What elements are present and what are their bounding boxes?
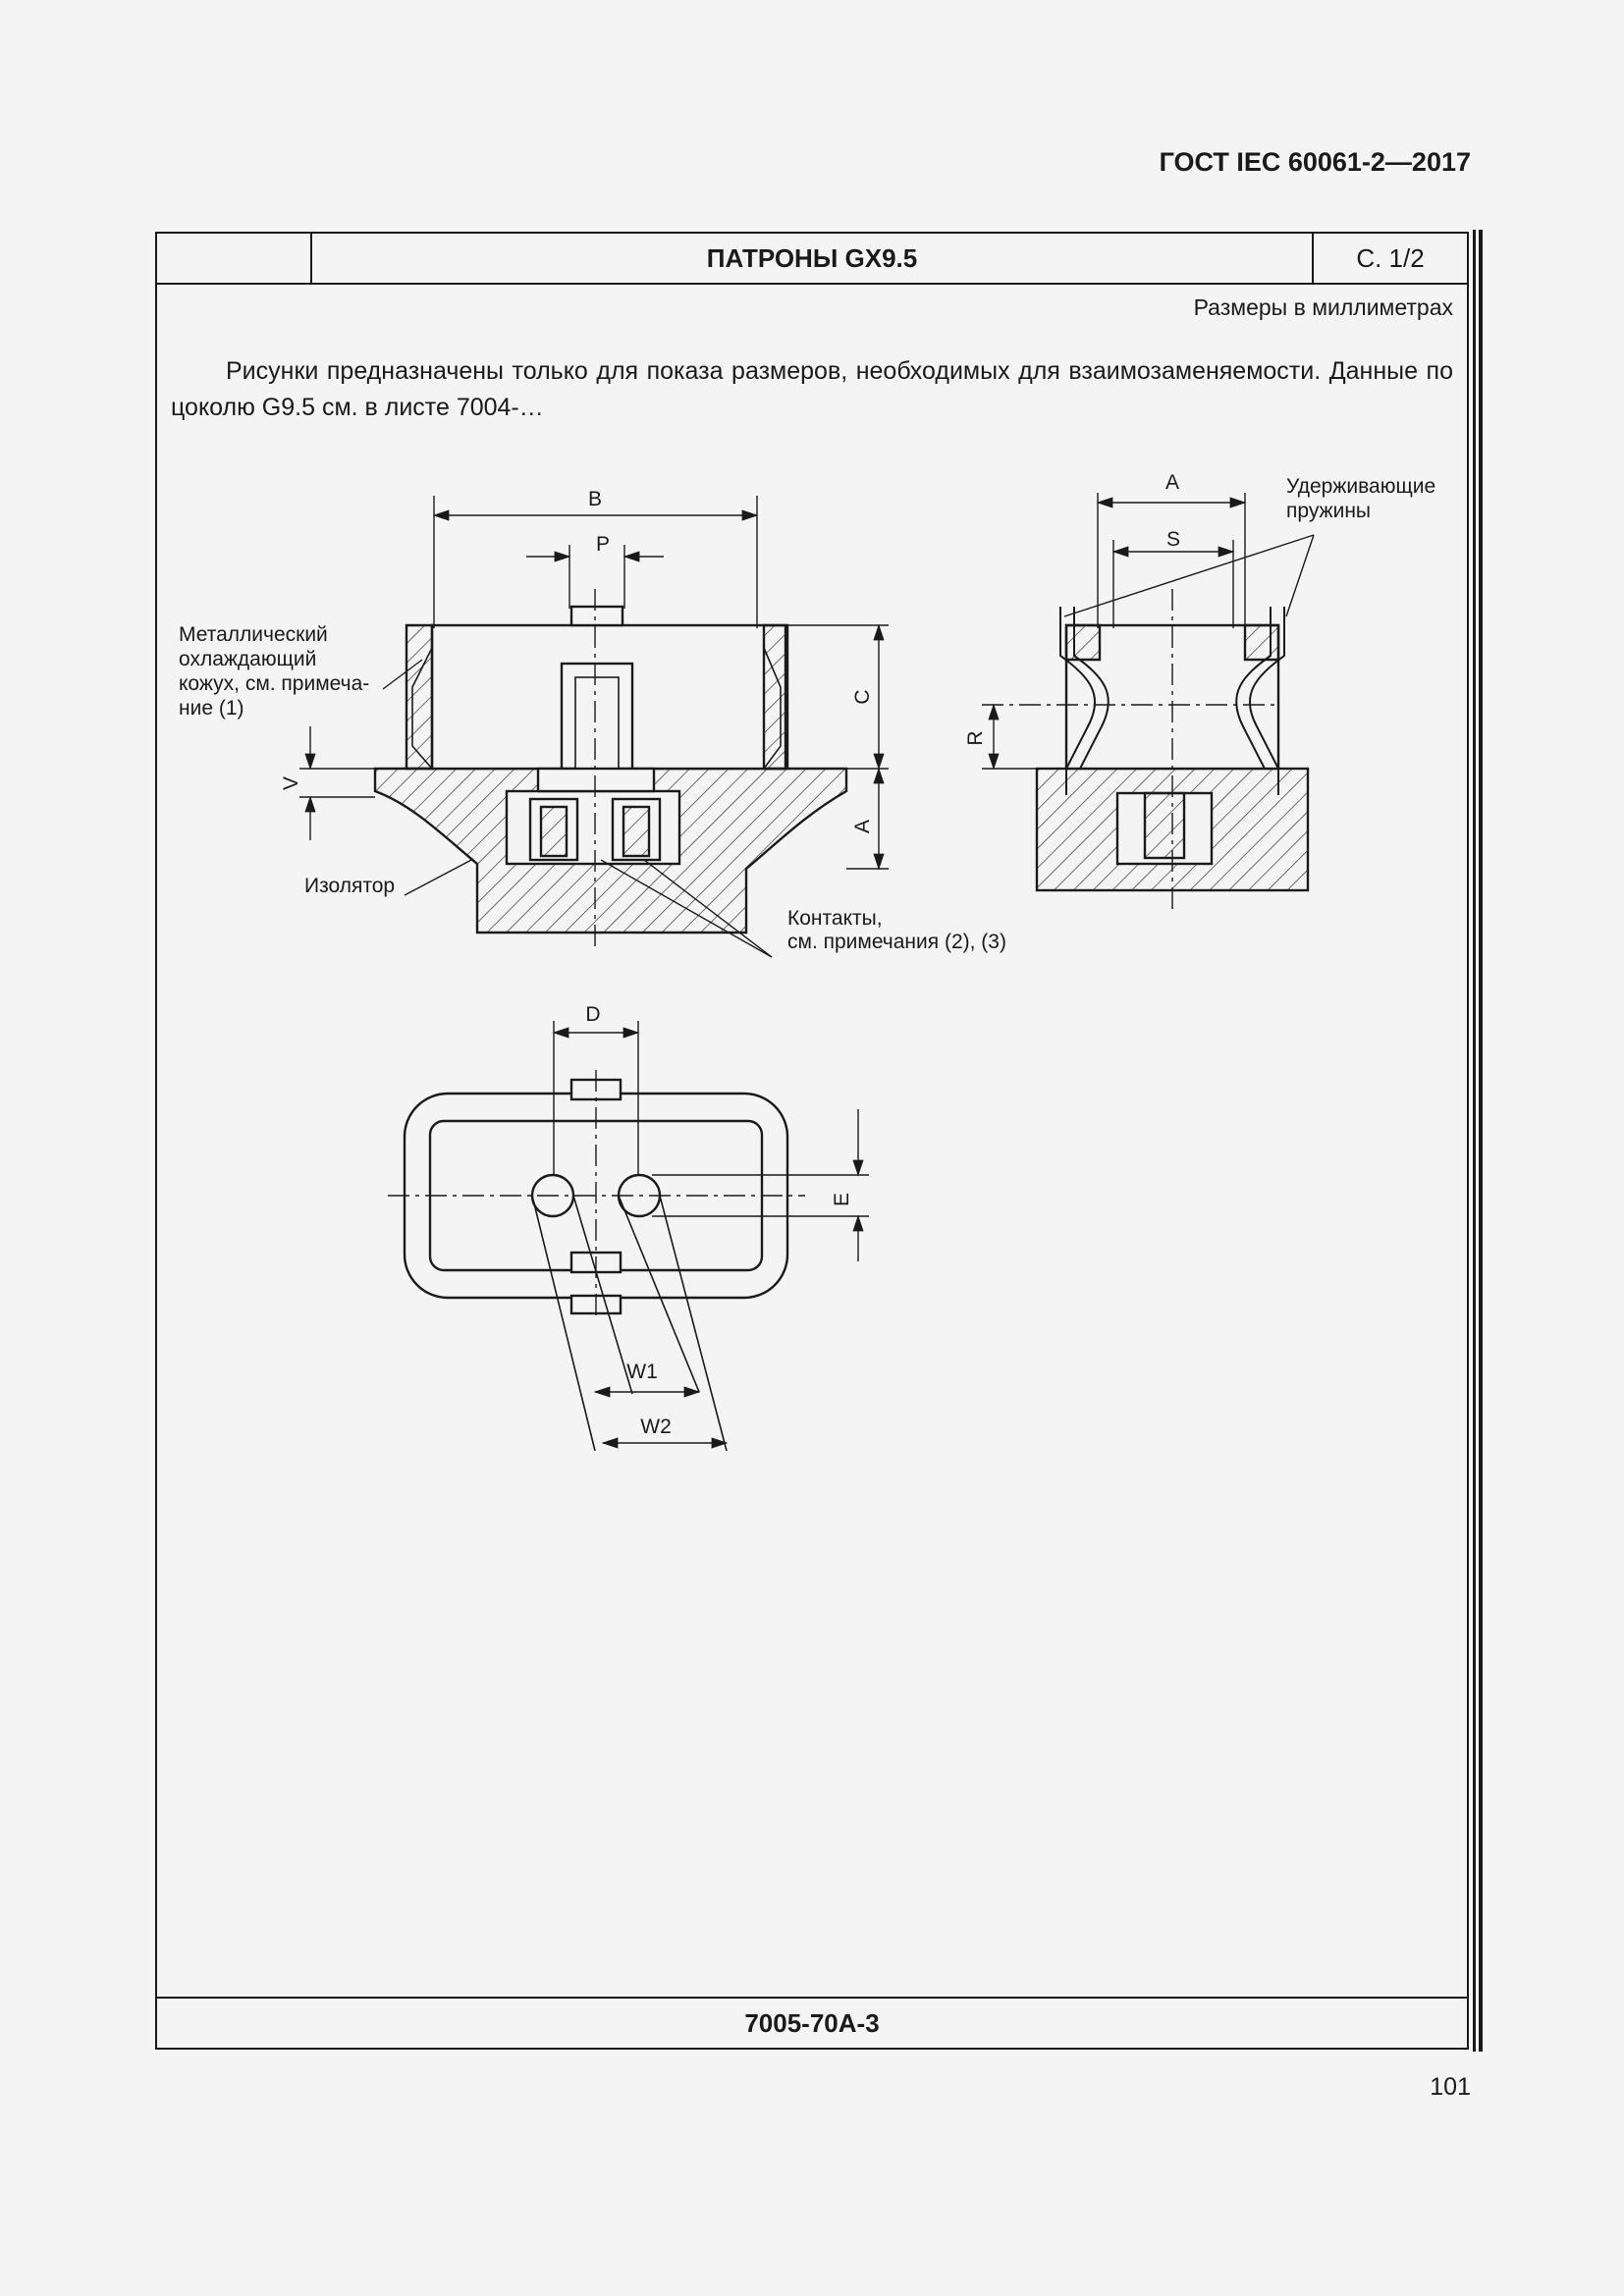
- dim-p: P: [595, 533, 611, 556]
- dim-d: D: [585, 1003, 601, 1026]
- dim-c: C: [851, 689, 874, 705]
- dim-w1: W1: [626, 1361, 658, 1383]
- dim-w2: W2: [640, 1415, 672, 1438]
- dim-r: R: [964, 730, 987, 746]
- sheet-page: С. 1/2: [1312, 234, 1467, 283]
- dim-s: S: [1165, 528, 1181, 551]
- top-view: [388, 1070, 805, 1451]
- dim-b: B: [587, 488, 603, 510]
- page-number: 101: [1430, 2073, 1471, 2101]
- label-contacts: Контакты, см. примечания (2), (3): [787, 907, 1006, 953]
- sheet-title: ПАТРОНЫ GX9.5: [706, 243, 918, 273]
- label-shroud: Металлический охлаждающий кожух, см. примеча- ние (1): [179, 623, 370, 720]
- dim-a-side: A: [1164, 471, 1180, 494]
- side-section-view: [1037, 589, 1308, 915]
- standard-number: ГОСТ IEC 60061-2—2017: [1159, 147, 1471, 177]
- dim-e: E: [831, 1192, 853, 1207]
- dim-a-front: A: [851, 819, 874, 834]
- label-insulator: Изолятор: [304, 875, 396, 897]
- intro-paragraph: Рисунки предназначены только для показа размеров, необходимых для взаимозаменяемости. Данные по цоколю G9.5 см. в листе 7004-…: [171, 357, 1453, 421]
- sheet-footer: 7005-70A-3: [157, 1997, 1467, 2048]
- dim-v: V: [280, 775, 302, 791]
- label-springs: Удерживающие пружины: [1286, 475, 1436, 522]
- front-section-view: [375, 589, 846, 952]
- units-note: Размеры в миллиметрах: [1193, 294, 1453, 320]
